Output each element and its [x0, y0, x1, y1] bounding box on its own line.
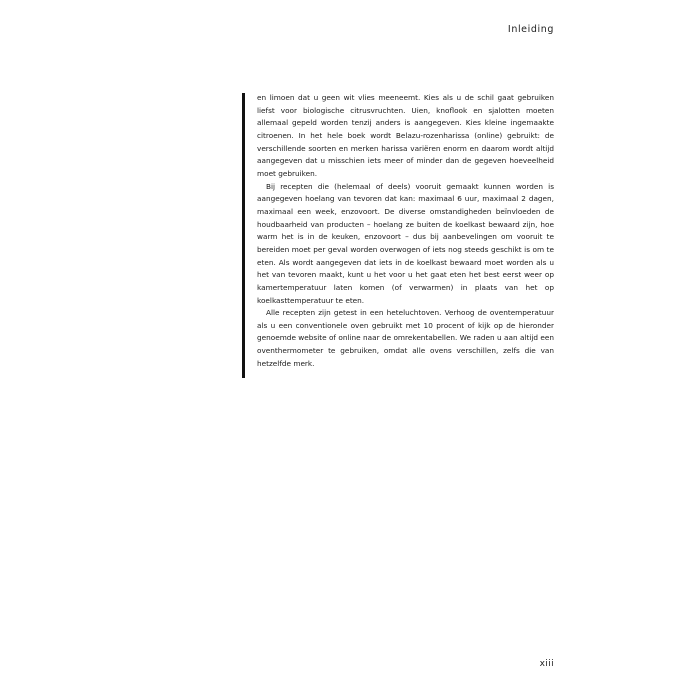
- paragraph: Bij recepten die (helemaal of deels) vooruit gemaakt kunnen worden is aangegeven hoelang van tevoren dat kan: maximaal 6 uur, maximaal 2 dagen, maximaal een week, enzovoort. De diverse omstandigheden beïnvloeden de houdbaarheid van producten – hoelang ze buiten de koelkast bewaard zijn, hoe warm het is in de keuken, enzovoort – dus bij aanbevelingen om vooruit te bereiden moet per geval worden overwogen of iets nog steeds geschikt is om te eten. Als wordt aangegeven dat iets in de koelkast bewaard moet worden als u het van tevoren maakt, kunt u het voor u het gaat eten het best eerst weer op kamertemperatuur laten komen (of verwarmen) in plaats van het op koelkasttemperatuur te eten.: [257, 181, 554, 305]
- paragraph: Alle recepten zijn getest in een heteluchtoven. Verhoog de oventemperatuur als u een conventionele oven gebruikt met 10 procent of kijk op de hieronder genoemde website of online naar de omrekentabellen. We raden u aan altijd een oventhermometer te gebruiken, omdat alle ovens verschillen, zelfs die van hetzelfde merk.: [257, 308, 554, 368]
- margin-rule: [242, 93, 245, 378]
- page-number: xiii: [539, 659, 554, 669]
- running-header: Inleiding: [507, 24, 554, 35]
- paragraph: en limoen dat u geen wit vlies meeneemt. Kies als u de schil gaat gebruiken liefst voor biologische citrusvruchten. Uien, knoflook en sjalotten moeten allemaal gepeld worden tenzij anders is aangegeven. Kies kleine ingemaakte citroenen. In het hele boek wordt Belazu-rozenharissa (online) gebruikt: de verschillende soorten en merken harissa variëren enorm en daarom wordt altijd aangegeven dat u misschien iets meer of minder dan de gegeven hoeveelheid moet gebruiken.: [257, 93, 554, 178]
- body-text: [257, 92, 554, 370]
